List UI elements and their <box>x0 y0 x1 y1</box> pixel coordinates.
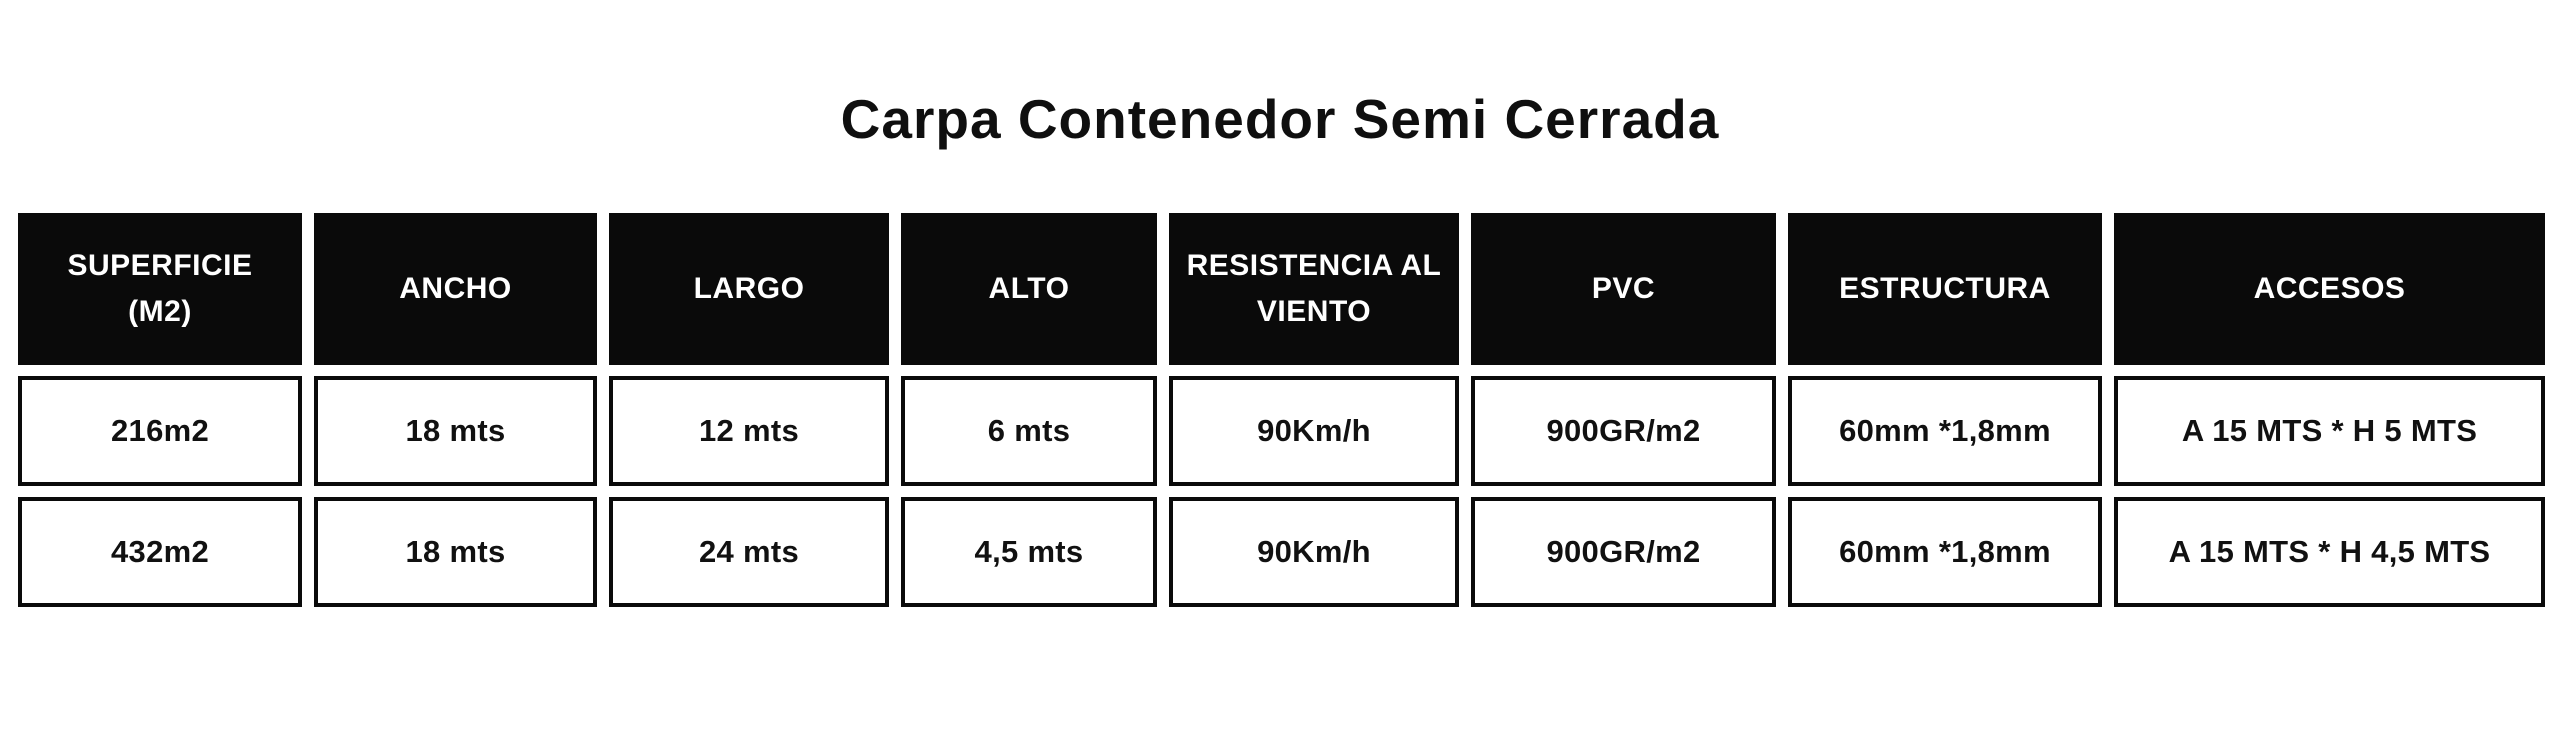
header-cell-largo: LARGO <box>609 213 889 365</box>
table-cell-alto-row1: 6 mts <box>901 376 1157 486</box>
spec-table <box>18 213 2545 607</box>
table-cell-estructura-row2: 60mm *1,8mm <box>1788 497 2102 607</box>
table-cell-accesos-row2: A 15 MTS * H 4,5 MTS <box>2114 497 2545 607</box>
header-cell-accesos: ACCESOS <box>2114 213 2545 365</box>
table-cell-pvc-row2: 900GR/m2 <box>1471 497 1776 607</box>
table-cell-estructura-row1: 60mm *1,8mm <box>1788 376 2102 486</box>
table-cell-superficie-row2: 432m2 <box>18 497 302 607</box>
header-cell-pvc: PVC <box>1471 213 1776 365</box>
header-cell-ancho: ANCHO <box>314 213 597 365</box>
page-title: Carpa Contenedor Semi Cerrada <box>840 88 1720 150</box>
table-cell-resistencia-row2: 90Km/h <box>1169 497 1459 607</box>
header-cell-alto: ALTO <box>901 213 1157 365</box>
table-cell-resistencia-row1: 90Km/h <box>1169 376 1459 486</box>
table-cell-largo-row2: 24 mts <box>609 497 889 607</box>
header-cell-estructura: ESTRUCTURA <box>1788 213 2102 365</box>
table-cell-superficie-row1: 216m2 <box>18 376 302 486</box>
table-cell-accesos-row1: A 15 MTS * H 5 MTS <box>2114 376 2545 486</box>
header-cell-resistencia-al-viento: RESISTENCIA AL VIENTO <box>1169 213 1459 365</box>
table-cell-pvc-row1: 900GR/m2 <box>1471 376 1776 486</box>
table-cell-ancho-row1: 18 mts <box>314 376 597 486</box>
header-cell-superficie: SUPERFICIE (M2) <box>18 213 302 365</box>
page <box>0 86 2560 735</box>
table-cell-ancho-row2: 18 mts <box>314 497 597 607</box>
table-cell-largo-row1: 12 mts <box>609 376 889 486</box>
table-cell-alto-row2: 4,5 mts <box>901 497 1157 607</box>
